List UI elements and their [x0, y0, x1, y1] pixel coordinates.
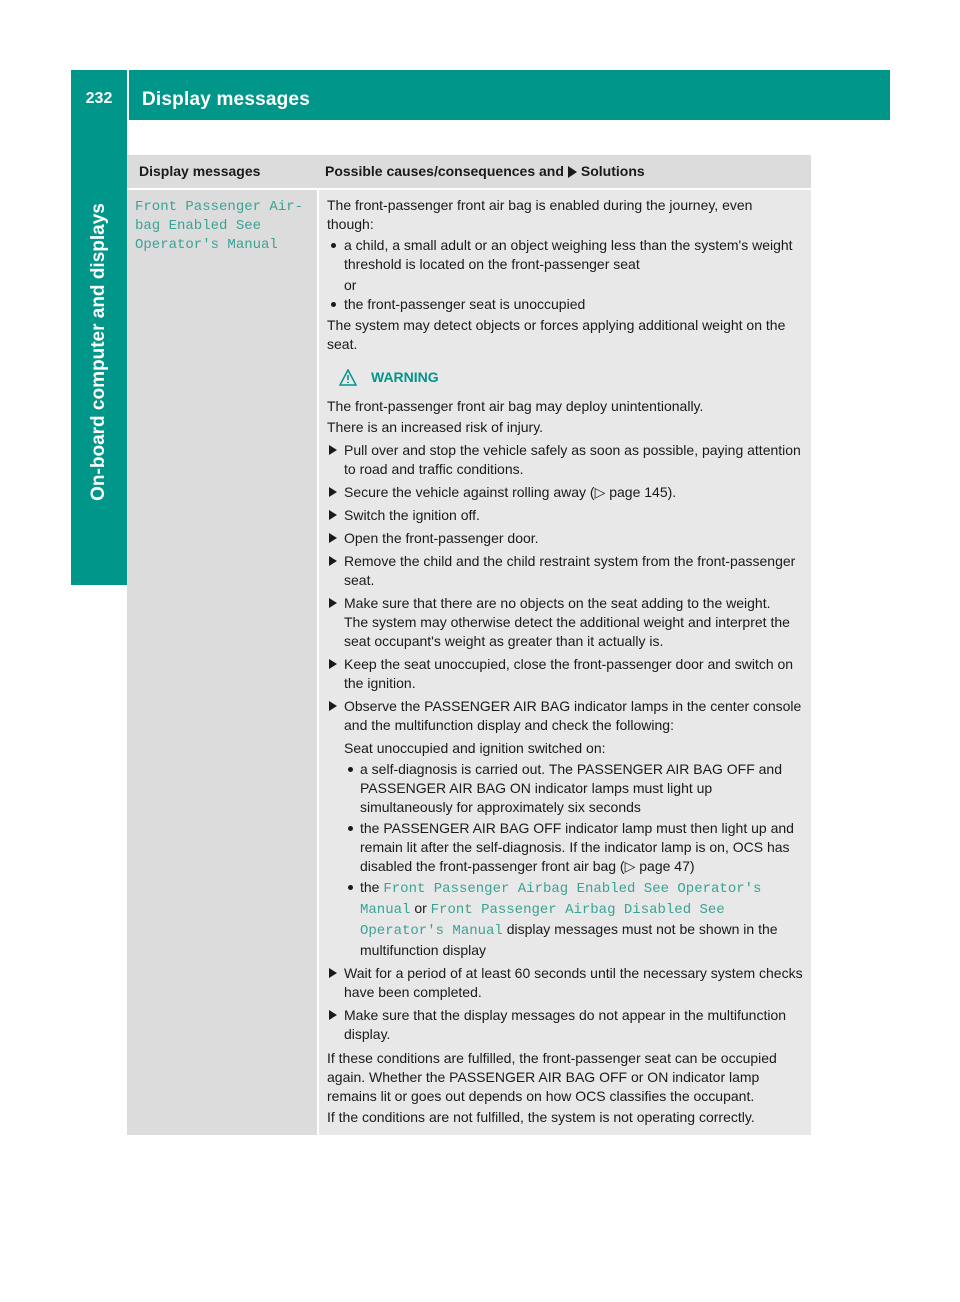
- step-item: [327, 529, 803, 548]
- col-header-causes: Possible causes/consequences and: [325, 163, 564, 179]
- arrow-right-icon: [329, 968, 337, 978]
- arrow-right-icon: [329, 1010, 337, 1020]
- check-text: or: [414, 900, 427, 916]
- header-divider: [127, 70, 129, 120]
- step-text: Wait for a period of at least 60 seconds until the necessary system checks have been completed.: [344, 965, 803, 1000]
- arrow-right-icon: [329, 701, 337, 711]
- warning-icon: [339, 369, 357, 386]
- check-intro: Seat unoccupied and ignition switched on:: [344, 740, 606, 756]
- arrow-right-icon: [329, 445, 337, 455]
- step-text: Switch the ignition off.: [344, 507, 480, 523]
- cause-item: the front-passenger seat is unoccupied: [327, 295, 803, 314]
- section-title: Display messages: [142, 89, 310, 110]
- display-message: Front Passenger Air- bag Enabled See Operator's Manual: [135, 199, 304, 253]
- arrow-right-icon: [329, 533, 337, 543]
- arrow-right-icon: [568, 166, 577, 178]
- arrow-right-icon: [329, 510, 337, 520]
- display-message-ref: Front Passenger Airbag Disabled See Operator's Manual: [360, 902, 725, 939]
- step-item: [327, 1006, 803, 1044]
- arrow-right-icon: [329, 598, 337, 608]
- cause-item: a child, a small adult or an object weighing less than the system's weight threshold is located on the front-passenger seat: [327, 236, 803, 274]
- step-text: Open the front-passenger door.: [344, 530, 539, 546]
- col-header-solutions-label: Solutions: [580, 163, 645, 179]
- page-number: 232: [85, 90, 113, 107]
- check-text: display messages must not be shown in the multifunction display: [360, 921, 778, 958]
- check-text: the: [360, 879, 380, 895]
- warning-text: There is an increased risk of injury.: [327, 419, 544, 435]
- final-text: If the conditions are not fulfilled, the system is not operating correctly.: [327, 1109, 755, 1125]
- step-text: Observe the PASSENGER AIR BAG indicator lamps in the center console and the multifunction display and check the following:: [344, 698, 802, 733]
- step-text: Remove the child and the child restraint system from the front-passenger seat.: [344, 553, 796, 588]
- check-list: [327, 739, 803, 960]
- table-row: [127, 190, 811, 1135]
- step-text: Keep the seat unoccupied, close the front-passenger door and switch on the ignition.: [344, 656, 794, 691]
- step-item: [327, 506, 803, 525]
- warning-heading: [339, 368, 803, 387]
- messages-table: [127, 155, 811, 1135]
- step-item: [327, 655, 803, 693]
- intro-text: The front-passenger front air bag is enabled during the journey, even though:: [327, 197, 753, 232]
- table-header: [127, 155, 811, 190]
- step-text: Secure the vehicle against rolling away (▷ page 145).: [344, 484, 677, 500]
- check-item: the PASSENGER AIR BAG OFF indicator lamp must then light up and remain lit after the self-diagnosis. If the indicator lamp is on, OCS has disabled the front-passenger front air bag (▷ page 47): [344, 819, 803, 876]
- display-message-ref: Front Passenger Airbag Enabled See Operator's Manual: [360, 881, 762, 918]
- check-item: a self-diagnosis is carried out. The PASSENGER AIR BAG OFF and PASSENGER AIR BAG ON indicator lamps must light up simultaneously for approximately six seconds: [344, 760, 803, 817]
- detect-text: The system may detect objects or forces applying additional weight on the seat.: [327, 317, 786, 352]
- arrow-right-icon: [329, 659, 337, 669]
- arrow-right-icon: [329, 487, 337, 497]
- side-label: On-board computer and displays: [88, 203, 109, 501]
- warning-label: WARNING: [371, 369, 439, 385]
- check-item: [344, 878, 803, 960]
- or-text: or: [344, 277, 357, 293]
- step-item: [327, 594, 803, 651]
- solution-cell: [319, 190, 811, 1135]
- step-text: Make sure that there are no objects on the seat adding to the weight.: [344, 595, 771, 611]
- col-header-solutions: [315, 155, 645, 188]
- warning-text: The front-passenger front air bag may deploy unintentionally.: [327, 398, 704, 414]
- message-cell: [127, 190, 317, 1135]
- step-item: [327, 552, 803, 590]
- arrow-right-icon: [329, 556, 337, 566]
- step-item: [327, 964, 803, 1002]
- step-item: [327, 441, 803, 479]
- step-note: The system may otherwise detect the additional weight and interpret the seat occupant's weight as greater than it actually is.: [344, 614, 790, 649]
- col-header-messages: Display messages: [139, 163, 261, 179]
- step-text: Make sure that the display messages do not appear in the multifunction display.: [344, 1007, 787, 1042]
- step-item: [327, 483, 803, 502]
- step-item: [327, 697, 803, 735]
- step-text: Pull over and stop the vehicle safely as soon as possible, paying attention to road and traffic conditions.: [344, 442, 801, 477]
- final-text: If these conditions are fulfilled, the front-passenger seat can be occupied again. Whether the PASSENGER AIR BAG OFF or ON indicator lamp remains lit or goes out depends on how OCS classifies the occupant.: [327, 1050, 777, 1104]
